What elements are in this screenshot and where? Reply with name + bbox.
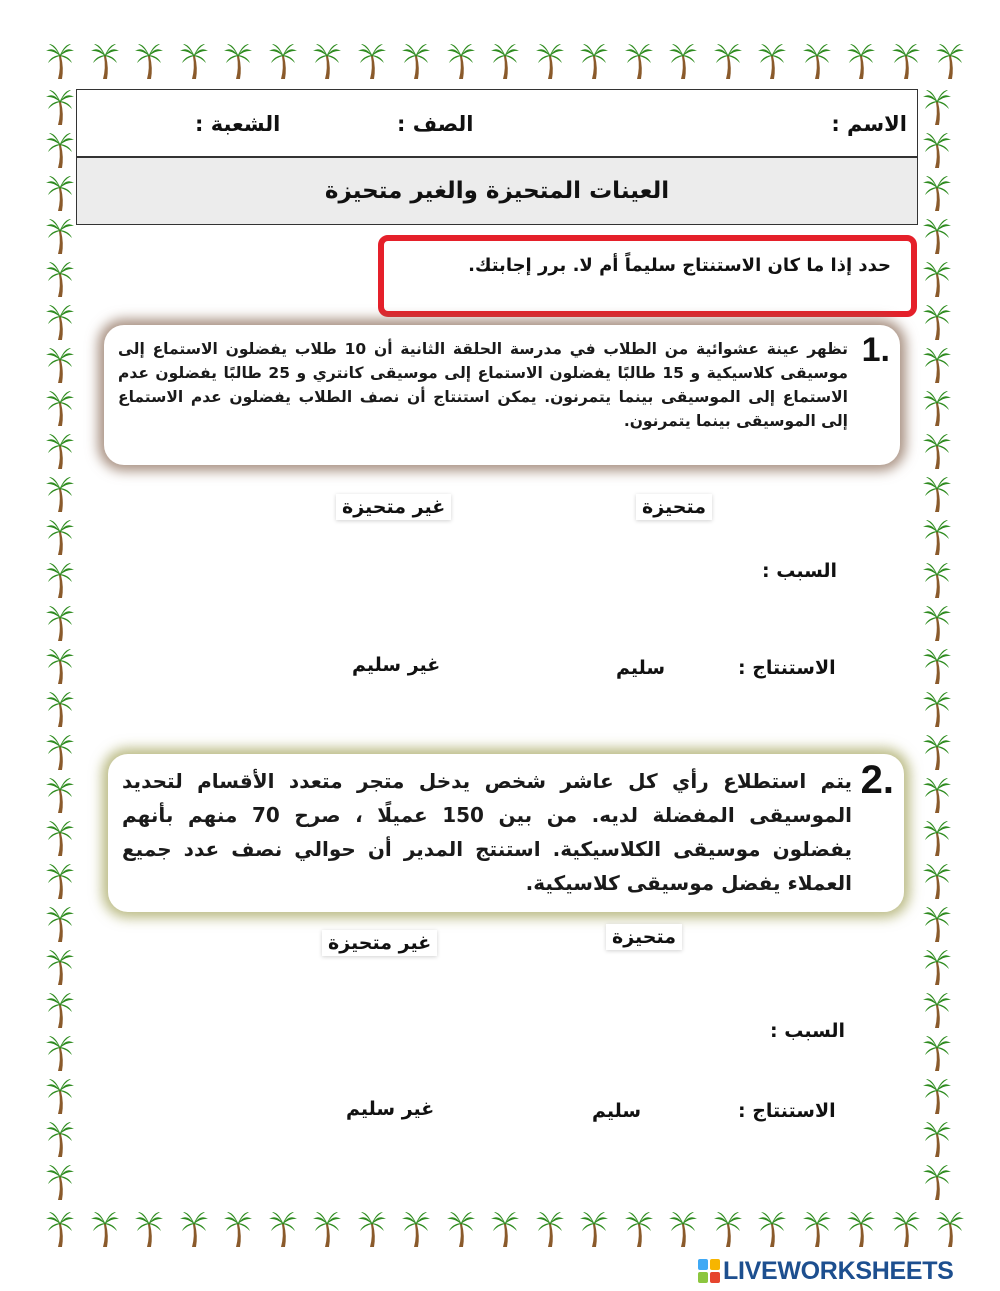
palm-tree-icon bbox=[223, 42, 253, 80]
palm-tree-icon bbox=[579, 1210, 609, 1248]
q2-conclusion-label: الاستنتاج : bbox=[738, 1100, 836, 1122]
palm-tree-icon bbox=[922, 991, 952, 1029]
palm-tree-icon bbox=[713, 1210, 743, 1248]
palm-tree-icon bbox=[45, 1034, 75, 1072]
palm-tree-icon bbox=[922, 819, 952, 857]
name-label: الاسم : bbox=[831, 112, 907, 136]
watermark-text: LIVEWORKSHEETS bbox=[723, 1256, 954, 1285]
palm-tree-icon bbox=[45, 260, 75, 298]
palm-tree-icon bbox=[45, 862, 75, 900]
palm-tree-icon bbox=[268, 1210, 298, 1248]
palm-tree-icon bbox=[45, 346, 75, 384]
palm-tree-icon bbox=[45, 647, 75, 685]
palm-tree-icon bbox=[891, 42, 921, 80]
question-1-card bbox=[104, 325, 900, 465]
palm-tree-icon bbox=[922, 432, 952, 470]
palm-tree-icon bbox=[624, 1210, 654, 1248]
palm-tree-icon bbox=[757, 42, 787, 80]
palm-tree-icon bbox=[922, 389, 952, 427]
q2-invalid-option[interactable]: غير سليم bbox=[340, 1096, 440, 1122]
q1-valid-option[interactable]: سليم bbox=[610, 655, 671, 681]
palm-tree-icon bbox=[312, 1210, 342, 1248]
palm-tree-icon bbox=[45, 948, 75, 986]
class-label: الصف : bbox=[397, 112, 474, 136]
palm-tree-icon bbox=[45, 733, 75, 771]
question-2-number: 2. bbox=[860, 758, 894, 802]
palm-tree-icon bbox=[922, 604, 952, 642]
palm-tree-icon bbox=[134, 42, 164, 80]
palm-tree-icon bbox=[668, 42, 698, 80]
palm-tree-icon bbox=[45, 217, 75, 255]
palm-tree-icon bbox=[45, 389, 75, 427]
palm-tree-icon bbox=[922, 518, 952, 556]
palm-tree-icon bbox=[223, 1210, 253, 1248]
student-info-header bbox=[76, 89, 918, 157]
palm-tree-icon bbox=[45, 432, 75, 470]
palm-tree-icon bbox=[45, 819, 75, 857]
palm-tree-icon bbox=[922, 260, 952, 298]
palm-tree-icon bbox=[922, 561, 952, 599]
palm-tree-icon bbox=[846, 1210, 876, 1248]
q1-conclusion-label: الاستنتاج : bbox=[738, 657, 836, 679]
q1-biased-option[interactable]: متحيزة bbox=[636, 494, 712, 520]
palm-tree-icon bbox=[922, 346, 952, 384]
q1-invalid-option[interactable]: غير سليم bbox=[346, 652, 446, 678]
palm-tree-icon bbox=[922, 131, 952, 169]
palm-tree-icon bbox=[846, 42, 876, 80]
palm-tree-icon bbox=[45, 518, 75, 556]
palm-tree-icon bbox=[935, 1210, 965, 1248]
palm-tree-icon bbox=[357, 1210, 387, 1248]
worksheet-title-box bbox=[76, 157, 918, 225]
palm-tree-icon bbox=[179, 42, 209, 80]
palm-tree-icon bbox=[90, 42, 120, 80]
palm-tree-icon bbox=[446, 42, 476, 80]
palm-tree-icon bbox=[312, 42, 342, 80]
palm-tree-icon bbox=[45, 905, 75, 943]
palm-tree-icon bbox=[922, 1120, 952, 1158]
palm-tree-icon bbox=[668, 1210, 698, 1248]
palm-tree-icon bbox=[490, 1210, 520, 1248]
palm-tree-icon bbox=[45, 1120, 75, 1158]
palm-tree-icon bbox=[922, 948, 952, 986]
palm-tree-icon bbox=[446, 1210, 476, 1248]
question-1-text: تظهر عينة عشوائية من الطلاب في مدرسة الحلقة الثانية أن 10 طلاب يفضلون الاستماع إلى موسيقى كلاسيكية و 15 طالبًا يفضلون الاستماع إلى موسيقى كانتري و 25 طالبًا يفضلون عدم الاستماع إلى الموسيقى بينما يتمرنون. يمكن استنتاج أن نصف الطلاب يفضلون عدم الاستماع إلى الموسيقى بينما يتمرنون. bbox=[118, 340, 848, 430]
section-label: الشعبة : bbox=[195, 112, 281, 136]
palm-tree-icon bbox=[90, 1210, 120, 1248]
palm-tree-icon bbox=[713, 42, 743, 80]
palm-tree-icon bbox=[179, 1210, 209, 1248]
question-2-text: يتم استطلاع رأي كل عاشر شخص يدخل متجر متعدد الأقسام لتحديد الموسيقى المفضلة لديه. من بين 150 عميلًا ، صرح 70 منهم بأنهم يفضلون موسيقى الكلاسيكية. استنتج المدير أن حوالي نصف عدد جميع العملاء يفضل موسيقى كلاسيكية. bbox=[122, 769, 852, 895]
palm-tree-icon bbox=[401, 1210, 431, 1248]
palm-tree-icon bbox=[45, 88, 75, 126]
palm-tree-icon bbox=[45, 690, 75, 728]
palm-tree-icon bbox=[45, 42, 75, 80]
palm-tree-icon bbox=[922, 1034, 952, 1072]
palm-tree-icon bbox=[45, 131, 75, 169]
palm-tree-icon bbox=[535, 42, 565, 80]
palm-tree-icon bbox=[45, 475, 75, 513]
palm-tree-icon bbox=[45, 1077, 75, 1115]
palm-tree-icon bbox=[45, 174, 75, 212]
palm-tree-icon bbox=[922, 776, 952, 814]
palm-tree-icon bbox=[922, 690, 952, 728]
palm-tree-icon bbox=[268, 42, 298, 80]
palm-tree-icon bbox=[45, 1210, 75, 1248]
palm-tree-icon bbox=[401, 42, 431, 80]
palm-tree-icon bbox=[624, 42, 654, 80]
palm-tree-icon bbox=[757, 1210, 787, 1248]
palm-tree-icon bbox=[45, 776, 75, 814]
palm-tree-icon bbox=[45, 561, 75, 599]
palm-tree-icon bbox=[579, 42, 609, 80]
palm-tree-icon bbox=[922, 647, 952, 685]
question-2-card bbox=[108, 754, 904, 912]
palm-tree-icon bbox=[802, 42, 832, 80]
liveworksheets-watermark bbox=[698, 1256, 954, 1286]
palm-tree-icon bbox=[45, 303, 75, 341]
palm-tree-icon bbox=[490, 42, 520, 80]
palm-tree-icon bbox=[922, 217, 952, 255]
palm-tree-icon bbox=[922, 1163, 952, 1201]
palm-tree-icon bbox=[922, 303, 952, 341]
palm-tree-icon bbox=[45, 604, 75, 642]
palm-tree-icon bbox=[45, 1163, 75, 1201]
palm-tree-icon bbox=[357, 42, 387, 80]
palm-tree-icon bbox=[45, 991, 75, 1029]
instruction-box bbox=[378, 235, 917, 317]
palm-tree-icon bbox=[922, 733, 952, 771]
palm-tree-icon bbox=[922, 174, 952, 212]
palm-tree-icon bbox=[922, 1077, 952, 1115]
palm-tree-icon bbox=[922, 862, 952, 900]
palm-tree-icon bbox=[535, 1210, 565, 1248]
palm-tree-icon bbox=[891, 1210, 921, 1248]
palm-tree-icon bbox=[922, 88, 952, 126]
q2-unbiased-option[interactable]: غير متحيزة bbox=[322, 930, 437, 956]
q2-biased-option[interactable]: متحيزة bbox=[606, 924, 682, 950]
palm-tree-icon bbox=[922, 905, 952, 943]
palm-tree-icon bbox=[922, 475, 952, 513]
palm-tree-icon bbox=[802, 1210, 832, 1248]
q1-unbiased-option[interactable]: غير متحيزة bbox=[336, 494, 451, 520]
question-1-number: 1. bbox=[861, 331, 890, 369]
q2-reason-label: السبب : bbox=[770, 1020, 846, 1042]
worksheet-title: العينات المتحيزة والغير متحيزة bbox=[324, 178, 670, 204]
liveworksheets-logo-icon bbox=[698, 1259, 720, 1283]
q2-valid-option[interactable]: سليم bbox=[586, 1098, 647, 1124]
palm-tree-icon bbox=[935, 42, 965, 80]
instruction-text: حدد إذا ما كان الاستنتاج سليماً أم لا. برر إجابتك. bbox=[468, 255, 891, 276]
palm-tree-icon bbox=[134, 1210, 164, 1248]
q1-reason-label: السبب : bbox=[762, 560, 838, 582]
